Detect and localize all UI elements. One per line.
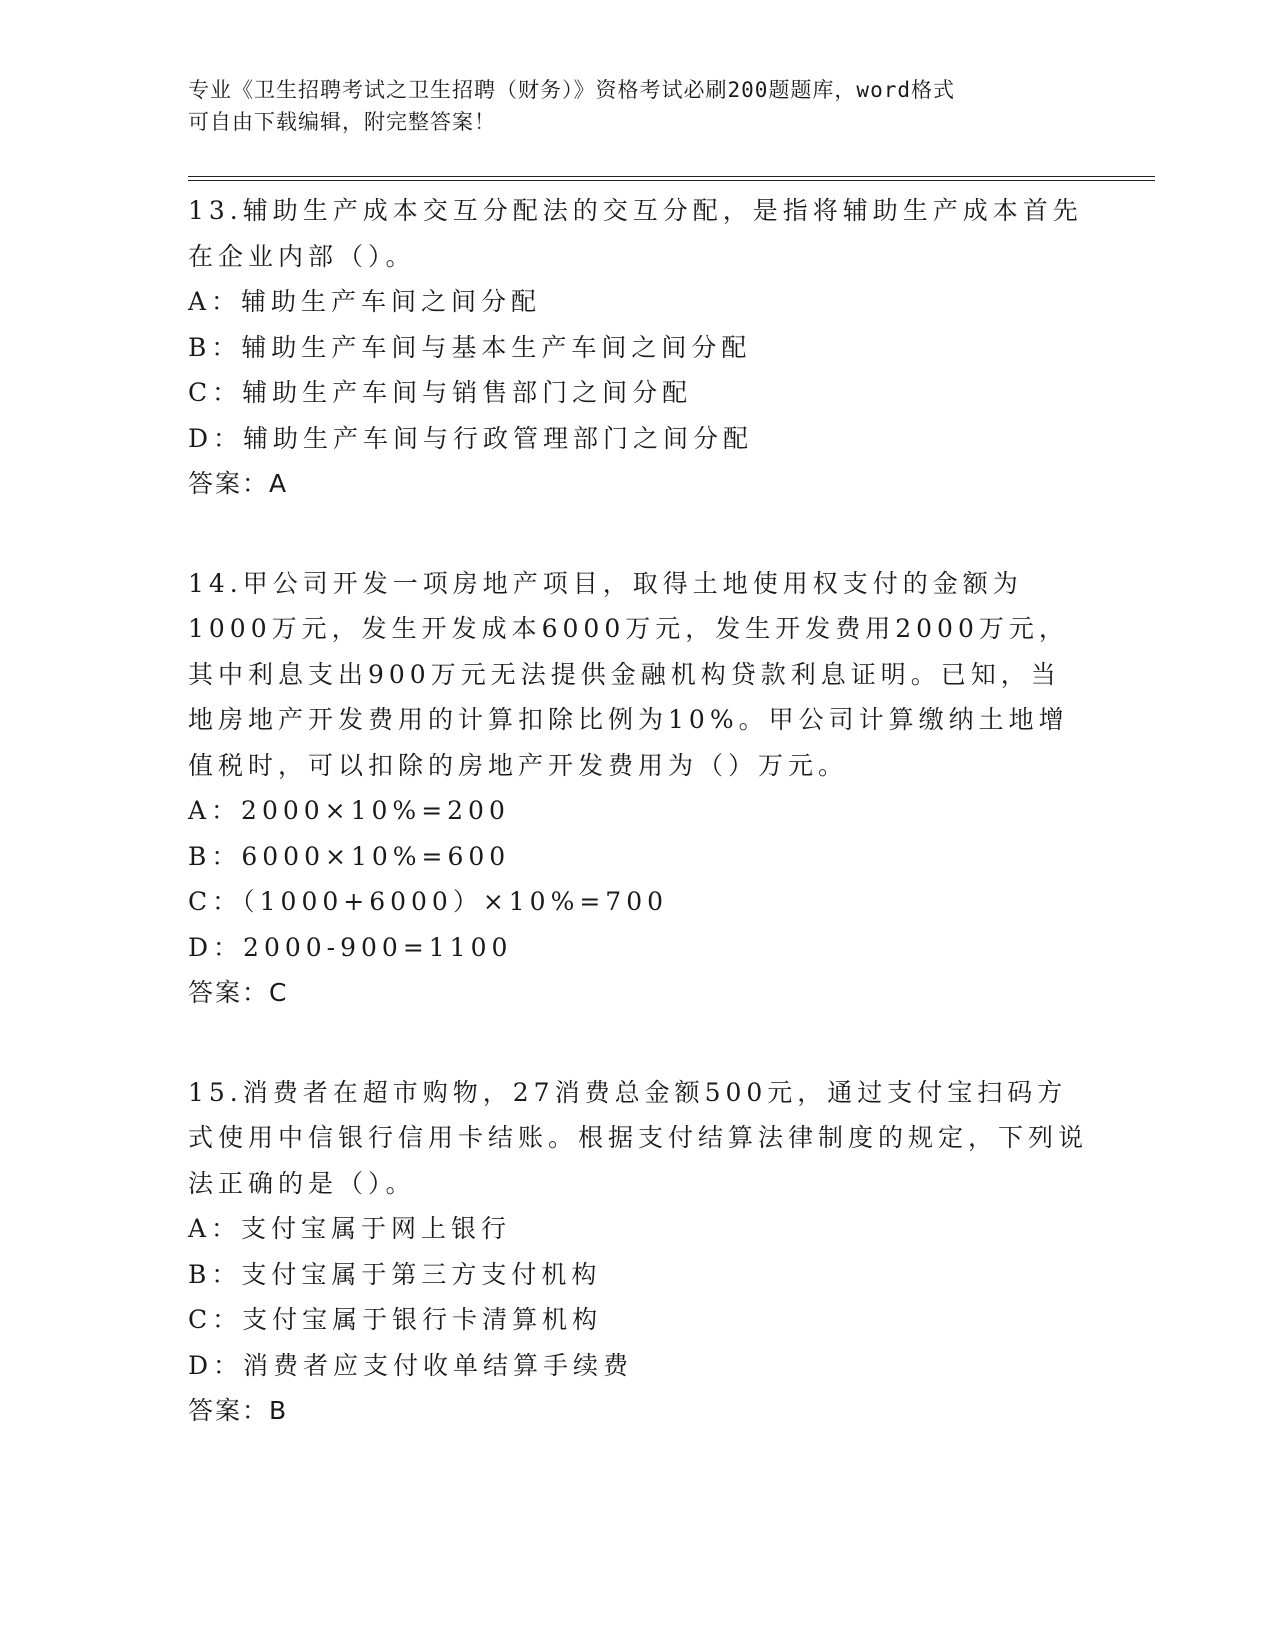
option-c: C：（1000+6000）×10%=700 xyxy=(188,887,669,916)
option-c: C：辅助生产车间与销售部门之间分配 xyxy=(188,378,693,407)
option-a: A：支付宝属于网上银行 xyxy=(188,1214,512,1243)
option-a: A：辅助生产车间之间分配 xyxy=(188,287,542,316)
answer-line: 答案：B xyxy=(188,1396,289,1425)
question-list xyxy=(188,188,1088,1488)
option-b: B：支付宝属于第三方支付机构 xyxy=(188,1259,602,1289)
option-d: D：辅助生产车间与行政管理部门之间分配 xyxy=(188,423,754,453)
question-14 xyxy=(188,561,1088,1016)
option-a: A：2000×10%=200 xyxy=(188,796,510,825)
option-d: D：消费者应支付收单结算手续费 xyxy=(188,1350,634,1380)
header-title-line-1: 专业《卫生招聘考试之卫生招聘（财务）》资格考试必刷200题题库，word格式 xyxy=(188,78,955,102)
option-b: B：6000×10%=600 xyxy=(188,841,511,871)
question-13 xyxy=(188,188,1088,507)
answer-line: 答案：A xyxy=(188,469,289,498)
option-c: C：支付宝属于银行卡清算机构 xyxy=(188,1305,603,1334)
question-text: 13.辅助生产成本交互分配法的交互分配，是指将辅助生产成本首先在企业内部（）。 xyxy=(188,196,1083,271)
header-title-line-2: 可自由下载编辑，附完整答案！ xyxy=(188,110,496,134)
header-divider xyxy=(188,176,1155,181)
document-header xyxy=(188,74,1068,138)
answer-line: 答案：C xyxy=(188,978,289,1007)
question-15 xyxy=(188,1070,1088,1434)
option-d: D：2000-900=1100 xyxy=(188,932,513,962)
option-b: B：辅助生产车间与基本生产车间之间分配 xyxy=(188,332,752,362)
question-text: 14.甲公司开发一项房地产项目，取得土地使用权支付的金额为1000万元，发生开发成本6000万元，发生开发费用2000万元，其中利息支出900万元无法提供金融机构贷款利息证明。已知，当地房地产开发费用的计算扣除比例为10%。甲公司计算缴纳土地增值税时，可以扣除的房地产开发费用为（）万元。 xyxy=(188,568,1069,780)
question-text: 15.消费者在超市购物，27消费总金额500元，通过支付宝扫码方式使用中信银行信用卡结账。根据支付结算法律制度的规定，下列说法正确的是（）。 xyxy=(188,1077,1089,1198)
